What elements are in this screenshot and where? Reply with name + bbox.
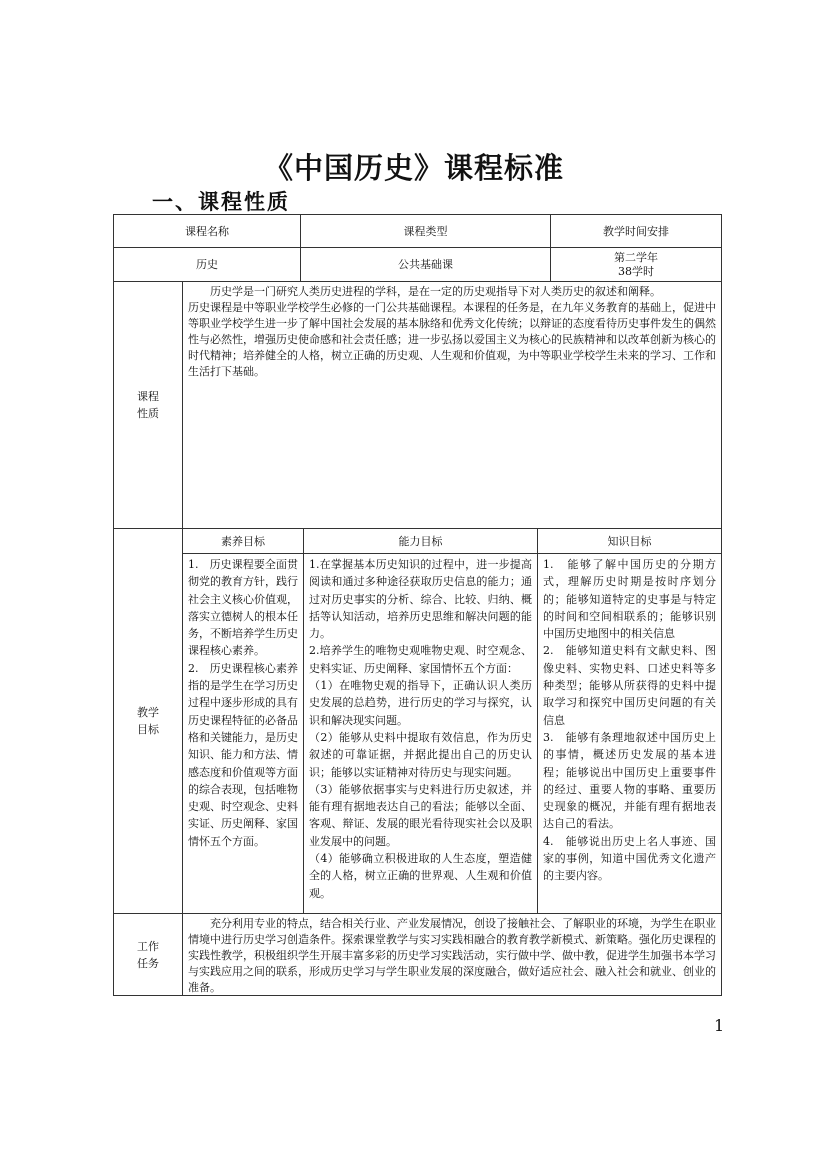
course-type-value: 公共基础课 [300, 247, 551, 282]
ability-item: （4）能够确立积极进取的人生态度，塑造健全的人格，树立正确的世界观、人生观和价值观。 [309, 852, 532, 900]
ability-item: 1.在掌握基本历史知识的过程中，进一步提高阅读和通过多种途径获取历史信息的能力；通过对历史事实的分析、综合、比较、归纳、概括等认知活动，培养历史思维和解决问题的能力。 [309, 558, 532, 641]
header-schedule: 教学时间安排 [550, 214, 722, 248]
tasks-paragraph: 充分利用专业的特点，结合相关行业、产业发展情况，创设了接触社会、了解职业的环境，为学生在职业情境中进行历史学习创造条件。探索课堂教学与实习实践相融合的教育教学新模式、新策略。强化历史课程的实践性教学，积极组织学生开展丰富多彩的历史学习实践活动，实行做中学、做中教，促进学生加强书本学习与实践应用之间的联系，形成历史学习与学生职业发展的深度融合，做好适应社会、融入社会和就业、创业的准备。 [188, 917, 716, 994]
goals-label: 教学 目标 [113, 528, 183, 914]
ability-item: 2.培养学生的唯物史观唯物史观、时空观念、史料实证、历史阐释、家国情怀五个方面： [309, 644, 532, 675]
page-number: 1 [714, 1016, 725, 1035]
course-name-value: 历史 [113, 247, 301, 282]
goals-header-ability: 能力目标 [303, 528, 538, 554]
schedule-value [550, 247, 722, 282]
tasks-content [182, 913, 722, 996]
knowledge-item: 3. 能够有条理地叙述中国历史上的事情，概述历史发展的基本进程；能够说出中国历史上重要事件的经过、重要人物的事略、重要历史现象的概况，并能有理有据地表达自己的看法。 [543, 730, 716, 831]
knowledge-item: 2. 能够知道史料有文献史料、图像史料、实物史料、口述史料等多种类型；能够从所获得的史料中提取学习和探究中国历史问题的有关信息 [543, 644, 716, 727]
literacy-item: 1. 历史课程要全面贯彻党的教育方针，践行社会主义核心价值观，落实立德树人的根本任务，不断培养学生历史课程核心素养。 [188, 558, 298, 658]
literacy-item: 2. 历史课程核心素养指的是学生在学习历史过程中逐步形成的具有历史课程特征的必备品格和关键能力，是历史知识、能力和方法、情感态度和价值观等方面的综合表现，包括唯物史观、时空观念、史料实证、历史阐释、家国情怀五个方面。 [188, 661, 298, 848]
ability-item: （1）在唯物史观的指导下，正确认识人类历史发展的总趋势，进行历史的学习与探究，认识和解决现实问题。 [309, 679, 532, 727]
schedule-hours: 38学时 [618, 264, 654, 278]
ability-goals [303, 553, 538, 914]
goals-header-literacy: 素养目标 [182, 528, 304, 554]
knowledge-item: 1. 能够了解中国历史的分期方式，理解历史时期是按时序划分的；能够知道特定的史事是与特定的时间和空间相联系的；能够识别中国历史地图中的相关信息 [543, 558, 716, 641]
knowledge-item: 4. 能够说出历史上名人事迹、国家的事例，知道中国优秀文化遗产的主要内容。 [543, 834, 716, 883]
document-title: 《中国历史》课程标准 [263, 151, 564, 185]
ability-item: （2）能够从史料中提取有效信息，作为历史叙述的可靠证据，并据此提出自己的历史认识；能够以实证精神对待历史与现实问题。 [309, 730, 532, 779]
tasks-label: 工作 任务 [113, 913, 183, 996]
literacy-goals [182, 553, 304, 914]
goals-header-knowledge: 知识目标 [537, 528, 722, 554]
header-course-name: 课程名称 [113, 214, 301, 248]
nature-paragraph-2: 历史课程是中等职业学校学生必修的一门公共基础课程。本课程的任务是，在九年义务教育的基础上，促进中等职业学校学生进一步了解中国社会发展的基本脉络和优秀文化传统；以辩证的态度看待历史事件发生的偶然性与必然性，增强历史使命感和社会责任感；进一步弘扬以爱国主义为核心的民族精神和以改革创新为核心的时代精神；培养健全的人格，树立正确的历史观、人生观和价值观，为中等职业学校学生未来的学习、工作和生活打下基础。 [188, 301, 716, 378]
ability-item: （3）能够依据事实与史料进行历史叙述，并能有理有据地表达自己的看法；能够以全面、客观、辩证、发展的眼光看待现实社会以及职业发展中的问题。 [309, 782, 532, 848]
nature-content [182, 281, 722, 529]
header-course-type: 课程类型 [300, 214, 551, 248]
knowledge-goals [537, 553, 722, 914]
nature-paragraph-1: 历史学是一门研究人类历史进程的学科，是在一定的历史观指导下对人类历史的叙述和阐释。 [210, 285, 661, 298]
nature-label: 课程 性质 [113, 281, 183, 529]
schedule-year: 第二学年 [614, 250, 658, 264]
section-heading: 一、课程性质 [152, 189, 290, 214]
